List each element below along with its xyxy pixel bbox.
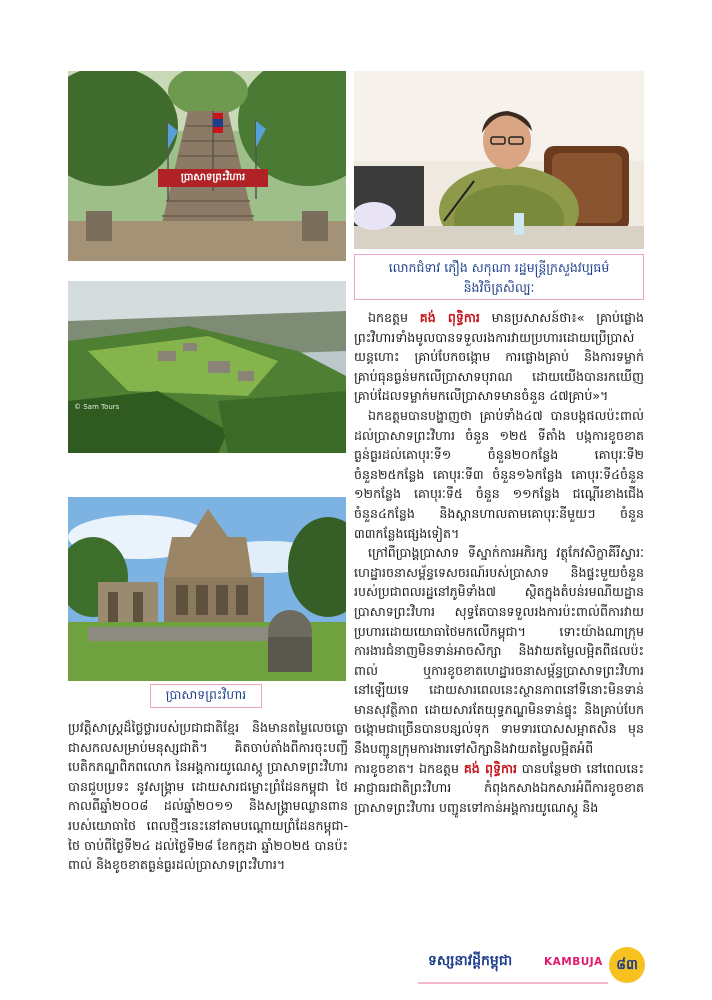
temple-ruins-photo xyxy=(68,497,346,681)
article-paragraph xyxy=(354,308,644,406)
article-right-column xyxy=(354,308,644,817)
paragraph-text: ឯកឧត្តម xyxy=(368,310,420,325)
temple-sign-text: ប្រាសាទព្រះវិហារ xyxy=(180,172,246,183)
caption-line-1: លោកជំទាវ ភឿង សកុណា រដ្ឋមន្ត្រីក្រសួងវប្បធម៌ xyxy=(388,260,610,275)
magazine-title: ទស្សនាវដ្ដីកម្ពុជា xyxy=(428,953,513,969)
paragraph-text: ក្រៅពីប្រាង្គប្រាសាទ ទីស្នាក់ការអភិរក្ស វត្ថុកែវសិក្ខាគីរីស្វារៈ ហេដ្ឋារចនាសម្ព័ន្ធទេសចរណ៍របស់ប្រាសាទ និងផ្ទះមួយចំនួនរបស់ប្រជាពលរដ្ឋនៅភូមិទាំង៧ ស្ថិតក្នុងតំបន់រមណីយដ្ឋានប្រាសាទព្រះវិហារ សុទ្ធតែបានទទួលរងការប៉ះពាល់ពីការវាយប្រហារដោយយោធាថៃមកលើកម្ពុជា។ ទោះយ៉ាងណាក្រុមការងារជំនាញមិនទាន់អាចសិក្សា និងវាយតម្លៃលម្អិតពីផលប៉ះពាល់ ឬការខូចខាតហេដ្ឋារចនាសម្ព័ន្ធប្រាសាទព្រះវិហារនៅឡើយទេ ដោយសារពេលនេះស្ថានភាពនៅទីនោះមិនទាន់មានសុវត្ថិភាព ដោយសារតែយុទ្ធភណ្ឌមិនទាន់ផ្ទុះ និងគ្រាប់បែកចង្កោមជាច្រើនបានបន្សល់ទុក ទាមទារបោសសម្អាតសិន មុននឹងបញ្ជូនក្រុមការងារទៅសិក្សានិងវាយតម្លៃលម្អិតអំពីការខូចខាត។ ឯកឧត្តម xyxy=(354,545,644,776)
article-left-column xyxy=(68,718,348,875)
article-paragraph: ឯកឧត្តមបានបង្ហាញថា គ្រាប់ទាំង៤៧ បានបង្កផលប៉ះពាល់ដល់ប្រាសាទព្រះវិហារ ចំនួន ១២៥ ទីតាំង បង្កការខូចខាតធ្ងន់ធ្ងរដល់គោបុរៈទី១ ចំនួន២០កន្លែង គោបុរៈទី២ ចំនួន២៥កន្លែង គោបុរៈទី៣ ចំនួន១៦កន្លែង គោបុរៈទី៤ចំនួន ១២កន្លែង គោបុរៈទី៥ ចំនួន ១១កន្លែង ជណ្ដើរខាងជើង ចំនួន៤កន្លែង និងស្ពានហាលតាមគោបុរៈនីមួយៗ ចំនួន ៣៣កន្លែងផ្សេងទៀត។ xyxy=(354,407,644,541)
highlighted-name: គង់ ពុទ្ធិការ xyxy=(419,310,480,325)
magazine-brand: KAMBUJA xyxy=(544,956,603,968)
article-paragraph: ប្រវត្តិសាស្ត្រដ៏ថ្លៃថ្លារបស់ប្រជាជាតិខ្មែរ និងមានតម្លៃលេចធ្លោជាសកលសម្រាប់មនុស្សជាតិ។ គិតចាប់តាំងពីការចុះបញ្ជីបេតិកភណ្ឌពិភពលោក នៃអង្គការយូណេស្កូ ប្រាសាទព្រះវិហារបានជួបប្រទះ នូវសង្គ្រាម ដោយសារជម្លោះព្រំដែនកម្ពុជា ថៃ កាលពីឆ្នាំ២០០៨ ដល់ឆ្នាំ២០១១ និងសង្គ្រាមឈ្លានពានរបស់យោធាថៃ ពេលថ្មីៗនេះនៅតាមបណ្ដោយព្រំដែនកម្ពុជា-ថៃ ចាប់ពីថ្ងៃទី២៤ ដល់ថ្ងៃទី២៨ ខែកក្កដា ឆ្នាំ២០២៥ បានប៉ះពាល់ និងខូចខាតធ្ងន់ធ្ងរដល់ប្រាសាទព្រះវិហារ។ xyxy=(68,720,348,873)
page-number-badge: ៨៣ xyxy=(609,947,645,983)
paragraph-text: មានប្រសាសន៍ថា៖« គ្រាប់ផ្លោងព្រះវិហារទាំងមូលបានទទួលរងការវាយប្រហារដោយប្រើប្រាស់យន្តហោះ គ្រាប់បែកចង្កោម ការផ្លោងគ្រាប់ និងការទម្លាក់គ្រាប់ធុនធ្ងន់មកលើប្រាសាទបុរាណ ដោយយើងបានរកឃើញគ្រាប់ដែលទម្លាក់មកលើប្រាសាទមានចំនួន ៤៧គ្រាប់»។ xyxy=(354,310,644,404)
speaker-photo-caption xyxy=(354,254,644,300)
caption-line-2: និងវិចិត្រសិល្បៈ xyxy=(463,280,535,295)
temple-photo-caption: ប្រាសាទព្រះវិហារ xyxy=(150,684,262,708)
paragraph-text: បានបន្ថែមថា នៅពេលនេះអាជ្ញាធរជាតិព្រះវិហារ កំពុងកសាងឯកសារអំពីការខូចខាតប្រាសាទព្រះវិហារ បញ្ជូនទៅកាន់អង្គការយូណេស្កូ និង xyxy=(354,760,644,815)
temple-stairs-photo xyxy=(68,71,346,261)
photo-watermark: © Sam Tours xyxy=(74,403,120,411)
article-paragraph xyxy=(354,543,644,817)
minister-speaking-photo xyxy=(354,71,644,249)
highlighted-name: គង់ ពុទ្ធិការ xyxy=(463,760,517,776)
cliff-aerial-photo xyxy=(68,281,346,453)
